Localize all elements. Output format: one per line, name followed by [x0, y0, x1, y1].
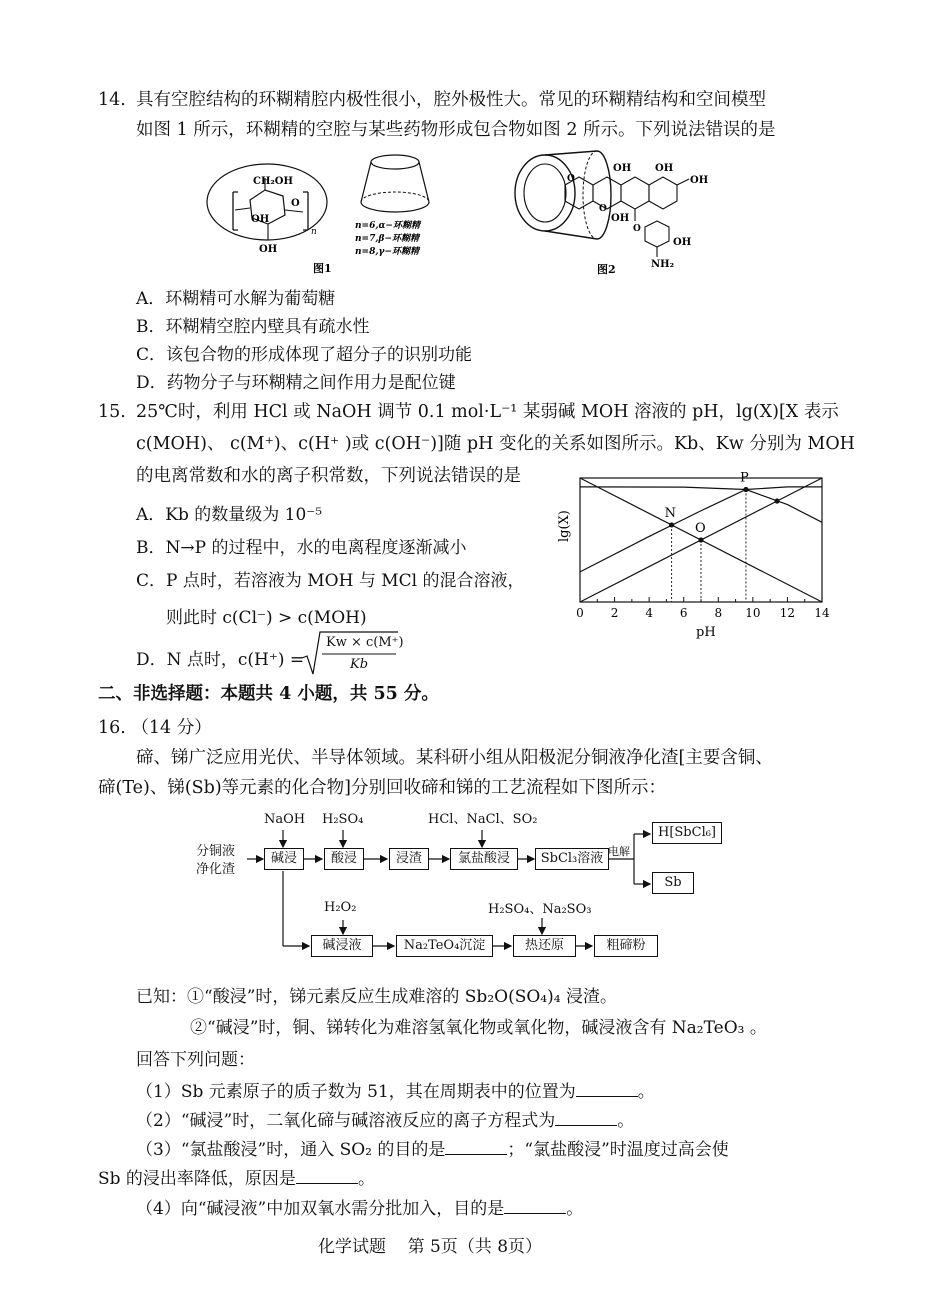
legend-alpha: n=6,α−环糊精	[355, 221, 420, 231]
q15-option-c1: C．P 点时，若溶液为 MOH 与 MCl 的混合溶液，	[136, 571, 525, 591]
x-tick-label: 10	[745, 606, 761, 620]
point-label-O: O	[695, 521, 706, 536]
subquestion-2-end: 。	[617, 1111, 635, 1131]
q15-option-c2: 则此时 c(Cl⁻) > c(MOH)	[166, 608, 367, 628]
q14-stem-line1: 具有空腔结构的环糊精腔内极性很小，腔外极性大。常见的环糊精结构和空间模型	[136, 90, 766, 110]
box-chloride-acid-leach: 氯盐酸浸	[450, 848, 518, 870]
legend-gamma: n=8,γ−环糊精	[355, 247, 419, 257]
series-line-2	[580, 487, 822, 522]
box-na2teo4-precipitate: Na₂TeO₄沉淀	[396, 935, 493, 957]
q14-option-d: D．药物分子与环糊精之间作用力是配位键	[136, 373, 456, 393]
subquestion-3-end: 。	[357, 1169, 375, 1189]
figure-2-inclusion-complex	[505, 145, 735, 275]
q15-option-b: B．N→P 的过程中，水的电离程度逐渐减小	[136, 538, 467, 558]
x-tick-label: 4	[645, 606, 653, 620]
reagent-h2o2: H₂O₂	[324, 900, 357, 915]
fig2-oh-2: OH	[655, 163, 674, 174]
fraction-numerator: Kw × c(M⁺)	[326, 635, 404, 650]
box-crude-tellurium: 粗碲粉	[594, 935, 658, 957]
box-thermal-reduction: 热还原	[513, 935, 576, 957]
fig2-oh-5: OH	[673, 237, 692, 248]
x-tick-label: 8	[714, 606, 723, 620]
oh-label-1: OH	[251, 214, 270, 225]
svg-text:O: O	[291, 198, 300, 209]
x-axis-label: pH	[696, 625, 716, 640]
subquestion-4	[136, 1194, 583, 1219]
answer-blank-4[interactable]	[504, 1212, 566, 1214]
subquestion-1-text: （1）Sb 元素原子的质子数为 51，其在周期表中的位置为	[136, 1082, 576, 1102]
x-tick-label: 2	[610, 606, 619, 620]
point-P	[743, 487, 748, 492]
subquestion-4-end: 。	[566, 1199, 584, 1219]
q15-stem-line1: 25℃时，利用 HCl 或 NaOH 调节 0.1 mol·L⁻¹ 某弱碱 MOH 溶液的 pH，lg(X)[X 表示	[136, 402, 839, 422]
reagent-h2so4-na2so3: H₂SO₄、Na₂SO₃	[488, 902, 592, 917]
legend-beta: n=7,β−环糊精	[355, 234, 419, 244]
answer-prompt: 回答下列问题：	[136, 1050, 255, 1070]
answer-blank-1[interactable]	[576, 1095, 638, 1097]
known-condition-2: ②“碱浸”时，铜、锑转化为难溶氢氧化物或氧化物，碱浸液含有 Na₂TeO₃ 。	[190, 1018, 767, 1038]
q16-intro-line1: 碲、锑广泛应用光伏、半导体领域。某科研小组从阳极泥分铜液净化渣[主要含铜、	[136, 748, 773, 768]
q14-option-b: B．环糊精空腔内壁具有疏水性	[136, 317, 370, 337]
point-intersection	[774, 498, 779, 503]
subquestion-3	[136, 1135, 729, 1160]
q15-stem-line2: c(MOH)、 c(M⁺)、c(H⁺ )或 c(OH⁻)]随 pH 变化的关系如图所示。Kb、Kw 分别为 MOH	[136, 434, 855, 454]
box-alkali-liquor: 碱浸液	[311, 935, 373, 957]
reagent-naoh: NaOH	[264, 812, 306, 827]
box-leach-residue: 浸渣	[389, 848, 429, 870]
fig2-o-1: O	[599, 204, 607, 214]
fig2-o-2: O	[567, 174, 575, 184]
chart-marks	[665, 471, 780, 602]
n-subscript: n	[311, 227, 317, 237]
figure-2-caption: 图2	[597, 263, 616, 275]
q16-intro-line2: 碲(Te)、锑(Sb)等元素的化合物]分别回收碲和锑的工艺流程如下图所示：	[98, 778, 666, 798]
figure-1-cyclodextrin	[205, 150, 465, 278]
section-2-heading: 二、非选择题：本题共 4 小题，共 55 分。	[98, 684, 439, 704]
point-label-P: P	[739, 470, 749, 486]
known-condition-1: 已知：①“酸浸”时，锑元素反应生成难溶的 Sb₂O(SO₄)₄ 浸渣。	[136, 987, 617, 1007]
start-material-1: 分铜液	[196, 844, 236, 859]
q15-option-a: A．Kb 的数量级为 10⁻⁵	[136, 505, 323, 525]
subquestion-4-text: （4）向“碱浸液”中加双氧水需分批加入，目的是	[136, 1199, 505, 1219]
x-tick-label: 6	[679, 606, 688, 620]
page-footer: 化学试题 第 5页（共 8页）	[318, 1237, 543, 1257]
chart-axes	[576, 478, 830, 620]
subquestion-2	[136, 1106, 634, 1131]
q15-number: 15.	[98, 402, 126, 422]
subquestion-2-text: （2）“碱浸”时，二氧化碲与碱溶液反应的离子方程式为	[136, 1111, 556, 1131]
fig2-oh-1: OH	[613, 163, 632, 174]
q14-option-c: C．该包合物的形成体现了超分子的识别功能	[136, 345, 473, 365]
subquestion-3-cont	[98, 1164, 375, 1189]
subquestion-1-end: 。	[637, 1082, 655, 1102]
start-material-2: 净化渣	[196, 862, 236, 877]
subquestion-3-mid: ；“氯盐酸浸”时温度过高会使	[507, 1140, 729, 1160]
x-tick-label: 12	[779, 606, 796, 620]
fig2-nh2: NH₂	[651, 259, 674, 270]
reagent-hcl-nacl-so2: HCl、NaCl、SO₂	[428, 812, 538, 827]
point-label-N: N	[664, 505, 676, 521]
answer-blank-3a[interactable]	[445, 1153, 507, 1155]
answer-blank-2[interactable]	[555, 1124, 617, 1126]
box-hsbcl6: H[SbCl₆]	[652, 822, 722, 844]
q16-heading: 16. （14 分）	[98, 718, 212, 738]
fig2-oh-3: OH	[690, 175, 709, 186]
fig2-o-3: O	[633, 224, 641, 234]
ch2oh-label: CH₂OH	[253, 176, 293, 187]
box-sb: Sb	[652, 872, 694, 894]
point-O	[698, 537, 703, 542]
x-tick-label: 0	[576, 606, 584, 620]
subquestion-3-text: （3）“氯盐酸浸”时，通入 SO₂ 的目的是	[136, 1140, 446, 1160]
q14-number: 14.	[98, 90, 126, 110]
subquestion-3-text2: Sb 的浸出率降低，原因是	[98, 1169, 296, 1189]
figure-1-caption: 图1	[313, 262, 332, 275]
point-N	[669, 522, 674, 527]
subquestion-1	[136, 1077, 655, 1102]
reagent-h2so4: H₂SO₄	[322, 812, 364, 827]
fraction-denominator: Kb	[350, 657, 369, 672]
box-acid-leach: 酸浸	[324, 848, 364, 870]
fig2-oh-4: OH	[611, 213, 630, 224]
answer-blank-3b[interactable]	[296, 1182, 358, 1184]
y-axis-label: lg(X)	[557, 510, 572, 542]
box-sbcl3-solution: SbCl₃溶液	[535, 848, 609, 870]
x-tick-label: 14	[814, 606, 830, 620]
q14-option-a: A．环糊精可水解为葡萄糖	[136, 289, 336, 309]
box-alkali-leach: 碱浸	[264, 848, 304, 870]
q14-stem-line2: 如图 1 所示，环糊精的空腔与某些药物形成包合物如图 2 所示。下列说法错误的是	[136, 120, 776, 140]
q15-stem-line3: 的电离常数和水的离子积常数，下列说法错误的是	[136, 466, 521, 486]
ph-lgx-chart	[552, 470, 842, 642]
electrolysis-label: 电解	[608, 845, 630, 858]
oh-label-2: OH	[259, 244, 278, 255]
q15-option-d: D．N 点时，c(H⁺) =	[136, 650, 305, 670]
